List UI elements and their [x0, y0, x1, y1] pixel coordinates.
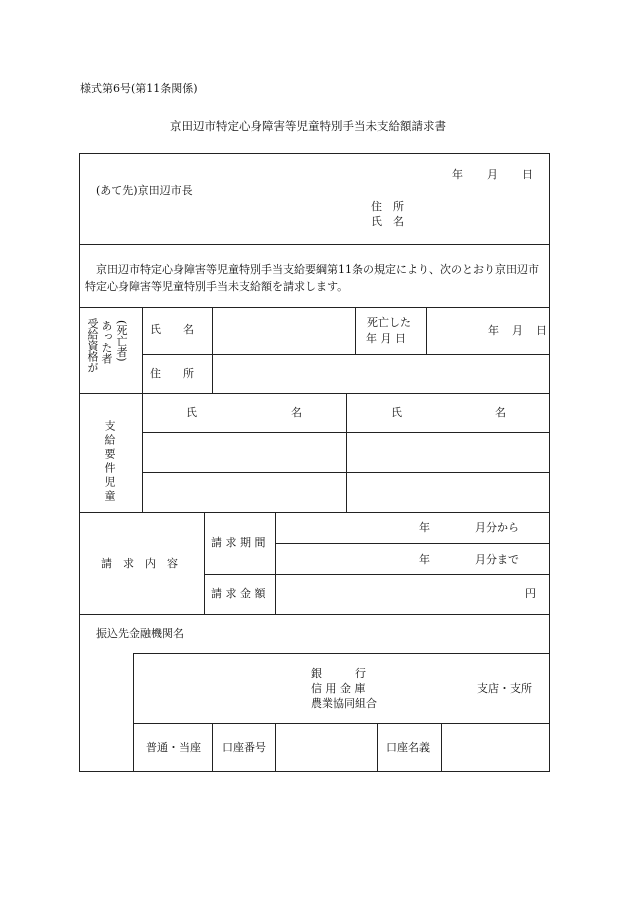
death-day: 日: [536, 324, 547, 337]
bank-branch-label: 支店・支所: [477, 682, 532, 695]
account-type-label: 普通・当座: [146, 741, 201, 754]
deceased-label-col-2: あった者: [100, 320, 113, 364]
applicant-address-label: 住 所: [371, 200, 404, 213]
claim-to-suffix: 月分まで: [475, 553, 519, 566]
statement-text: 京田辺市特定心身障害等児童特別手当支給要綱第11条の規定により、次のとおり京田辺市特定心身障害等児童特別手当未支給額を請求します。: [85, 263, 539, 293]
deceased-name-label: 氏 名: [150, 323, 194, 336]
death-month: 月: [512, 324, 523, 337]
death-date-label-2: 年 月 日: [366, 332, 406, 345]
death-year: 年: [488, 324, 499, 337]
date-year: 年: [452, 168, 463, 181]
bank-type-bank: 銀 行: [311, 667, 366, 680]
col-deceased-name: [212, 307, 213, 393]
addressee-to: (あて先)京田辺市長: [96, 184, 193, 197]
page-title: 京田辺市特定心身障害等児童特別手当未支給額請求書: [170, 119, 446, 133]
applicant-name-label: 氏 名: [371, 215, 404, 228]
account-number-label: 口座番号: [222, 741, 266, 754]
divider-bank-mid: [133, 723, 550, 724]
col-children-label: [142, 393, 143, 512]
divider-deceased: [79, 393, 550, 394]
divider-claim: [79, 614, 550, 615]
claim-from-suffix: 月分から: [475, 521, 519, 534]
col-claim-label: [204, 512, 205, 614]
deceased-label-col-3: (死亡者): [115, 320, 128, 362]
divider-period: [275, 543, 550, 544]
divider-children: [79, 512, 550, 513]
child-col-2-family-name: 氏: [391, 406, 402, 419]
death-date-label-1: 死亡した: [367, 316, 411, 329]
claim-amount-unit: 円: [525, 587, 536, 600]
bank-type-credit-union: 信 用 金 庫: [311, 682, 366, 695]
col-account-number-label: [275, 723, 276, 772]
claim-period-label: 請 求 期 間: [211, 536, 266, 549]
child-col-1-family-name: 氏: [186, 406, 197, 419]
col-death-label-left: [355, 307, 356, 354]
divider-period-end: [204, 574, 550, 575]
claim-from-year: 年: [419, 521, 430, 534]
col-account-type: [212, 723, 213, 772]
child-col-2-given-name: 名: [495, 406, 506, 419]
deceased-label-col-1: 受給資格が: [86, 318, 99, 373]
deceased-address-label: 住 所: [150, 367, 194, 380]
divider-deceased-mid: [142, 354, 550, 355]
col-claim-field: [275, 512, 276, 614]
claim-to-year: 年: [419, 553, 430, 566]
account-holder-label: 口座名義: [386, 741, 430, 754]
col-deceased-label: [142, 307, 143, 393]
divider-bank-top: [133, 653, 550, 654]
bank-section-label: 振込先金融機関名: [96, 627, 184, 640]
claim-amount-label: 請 求 金 額: [211, 587, 266, 600]
form-number: 様式第6号(第11条関係): [80, 82, 198, 95]
col-account-holder-label: [441, 723, 442, 772]
divider-statement: [79, 307, 550, 308]
col-bank-left: [133, 653, 134, 772]
bank-type-agri-coop: 農業協同組合: [311, 697, 377, 710]
claim-section-label: 請 求 内 容: [101, 557, 178, 570]
child-col-1-given-name: 名: [291, 406, 302, 419]
col-account-number-value: [377, 723, 378, 772]
col-death-label-right: [426, 307, 427, 354]
col-children-split: [346, 393, 347, 512]
children-section-label: 支給要件児童: [103, 420, 116, 504]
divider-addressee: [79, 244, 550, 245]
date-month: 月: [487, 168, 498, 181]
date-day: 日: [522, 168, 533, 181]
